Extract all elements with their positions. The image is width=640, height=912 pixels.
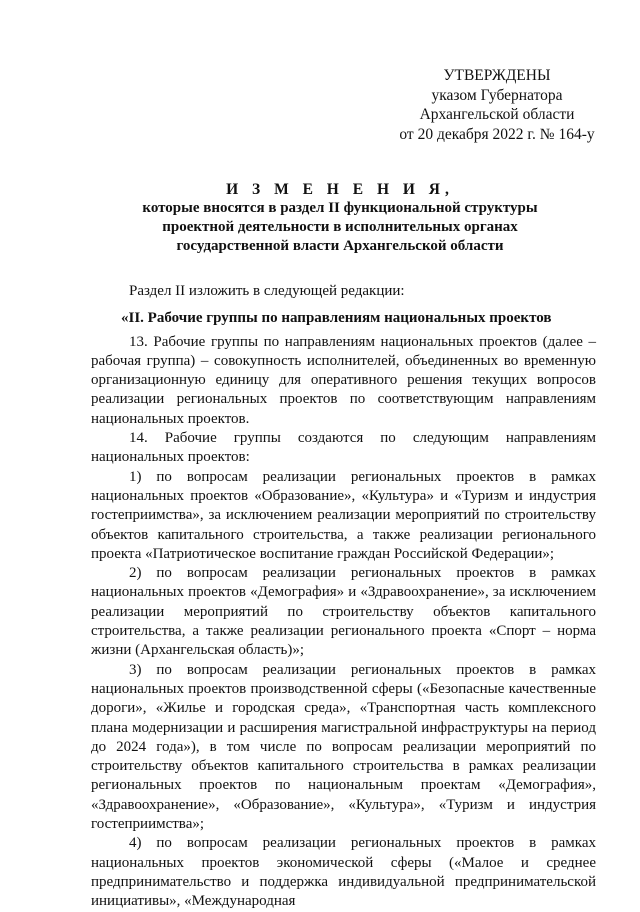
heading-title: И З М Е Н Е Н И Я,: [226, 181, 454, 198]
heading-subtitle-line2: проектной деятельности в исполнительных органах: [162, 219, 518, 235]
document-heading: [90, 180, 590, 256]
paragraph-item-1: 1) по вопросам реализации региональных проектов в рамках национальных проектов «Образование», «Культура» и «Туризм и индустрия гостеприимства», за исключением реализации мероприятий по строительству объектов капитального строительства, а также реализации регионального проекта «Патриотическое воспитание граждан Российской Федерации»;: [91, 468, 596, 562]
paragraph-item-3: 3) по вопросам реализации региональных проектов в рамках национальных проектов производственной сферы («Безопасные качественные дороги», «Жилье и городская среда», «Транспортная часть комплексного плана модернизации и расширения магистральной инфраструктуры на период до 2024 года»), в том числе по вопросам реализации мероприятий по строительству объектов капитального строительства в рамках реализации региональных проектов по национальным проектам «Демография», «Здравоохранение», «Образование», «Культура», «Туризм и индустрия гостеприимства»;: [91, 661, 596, 833]
approval-line-date: от 20 декабря 2022 г. № 164-у: [399, 125, 595, 143]
paragraph-13: 13. Рабочие группы по направлениям национальных проектов (далее – рабочая группа) – совокупность исполнителей, объединенных во временную организационную единицу для оперативного решения текущих вопросов реализации региональных проектов по соответствующим направлениям национальных проектов.: [91, 333, 596, 427]
intro-paragraph: Раздел II изложить в следующей редакции:: [129, 283, 405, 299]
approval-line-region: Архангельской области: [419, 106, 575, 123]
heading-subtitle-line3: государственной власти Архангельской области: [176, 238, 504, 254]
paragraph-item-4: 4) по вопросам реализации региональных проектов в рамках национальных проектов экономической сферы («Малое и среднее предпринимательство и поддержка индивидуальной предпринимательской инициативы», «Международная: [91, 835, 596, 910]
heading-subtitle-line1: которые вносятся в раздел II функциональной структуры: [142, 200, 538, 216]
paragraph-item-2: 2) по вопросам реализации региональных проектов в рамках национальных проектов «Демография» и «Здравоохранение», за исключением реализации мероприятий по строительству объектов капитального строительства, а также реализации регионального проекта «Спорт – норма жизни (Архангельская область)»;: [91, 565, 596, 659]
approval-line-approved: УТВЕРЖДЕНЫ: [443, 67, 551, 84]
approval-stamp: [392, 66, 602, 144]
document-body: [91, 282, 596, 912]
approval-line-decree: указом Губернатора: [431, 86, 563, 104]
section-title: «II. Рабочие группы по направлениям национальных проектов: [121, 310, 552, 327]
paragraph-14: 14. Рабочие группы создаются по следующим направлениям национальных проектов:: [91, 430, 596, 466]
